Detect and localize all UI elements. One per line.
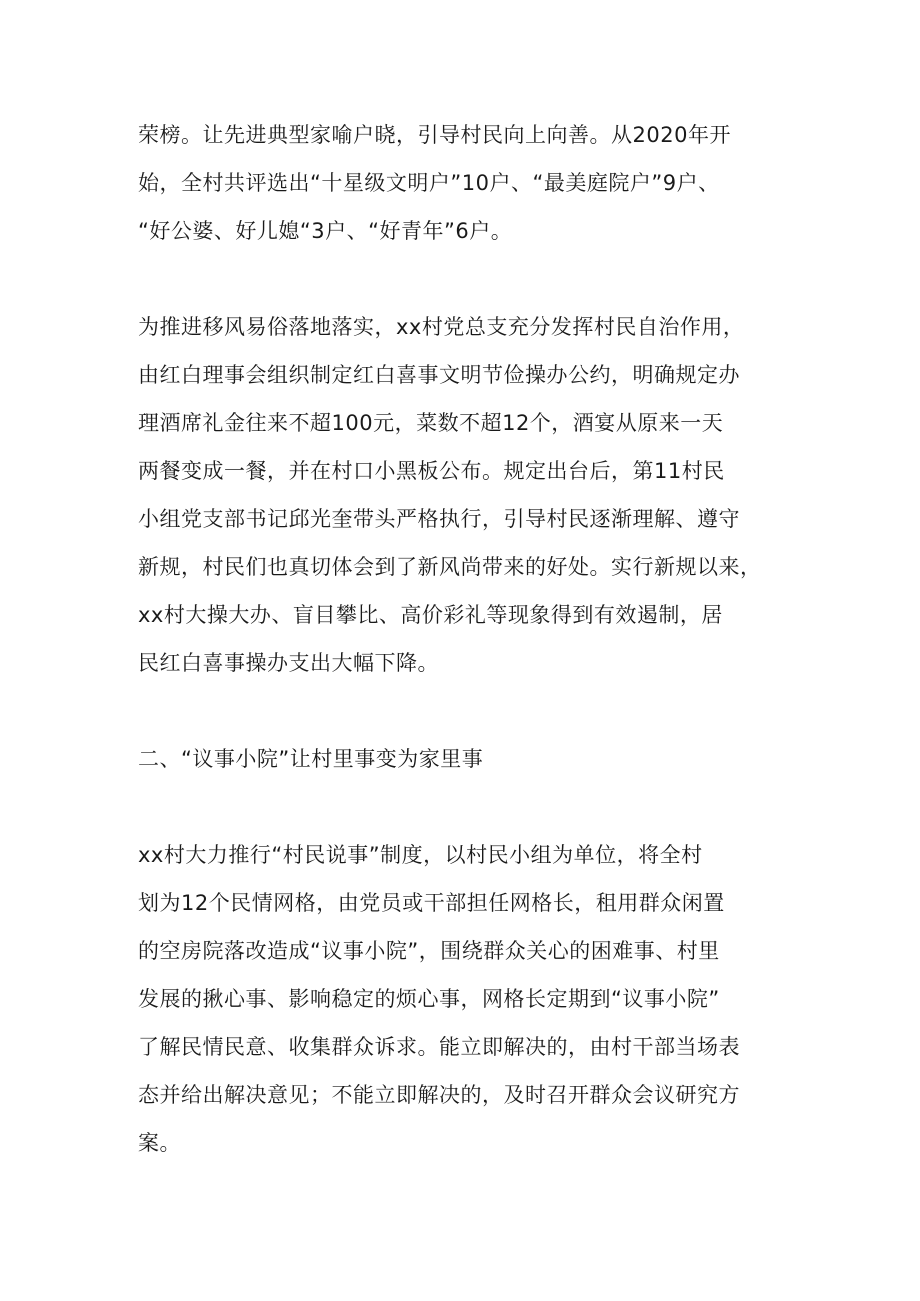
paragraph-line: 的空房院落改造成“议事小院”，围绕群众关心的困难事、村里 xyxy=(138,939,720,963)
paragraph-line: 案。 xyxy=(138,1131,181,1155)
paragraph-line: 由红白理事会组织制定红白喜事文明节俭操办公约，明确规定办 xyxy=(138,363,740,387)
paragraph-line: 两餐变成一餐，并在村口小黑板公布。规定出台后，第11村民 xyxy=(138,459,725,483)
paragraph-custom-reform xyxy=(138,303,788,687)
paragraph-line: xx村大力推行“村民说事”制度，以村民小组为单位，将全村 xyxy=(138,843,703,867)
paragraph-discussion-courtyard xyxy=(138,831,788,1167)
paragraph-line: 民红白喜事操办支出大幅下降。 xyxy=(138,651,439,675)
paragraph-line: 态并给出解决意见；不能立即解决的，及时召开群众会议研究方 xyxy=(138,1083,740,1107)
paragraph-line: 了解民情民意、收集群众诉求。能立即解决的，由村干部当场表 xyxy=(138,1035,740,1059)
paragraph-line: “好公婆、好儿媳“3户、“好青年”6户。 xyxy=(138,219,513,243)
paragraph-line: 荣榜。让先进典型家喻户晓，引导村民向上向善。从2020年开 xyxy=(138,123,731,147)
paragraph-line: xx村大操大办、盲目攀比、高价彩礼等现象得到有效遏制，居 xyxy=(138,603,723,627)
paragraph-line: 划为12个民情网格，由党员或干部担任网格长，租用群众闲置 xyxy=(138,891,725,915)
paragraph-line: 理酒席礼金往来不超100元，菜数不超12个，酒宴从原来一天 xyxy=(138,411,724,435)
section-heading: 二、“议事小院”让村里事变为家里事 xyxy=(138,747,484,771)
paragraph-line: 为推进移风易俗落地落实，xx村党总支充分发挥村民自治作用， xyxy=(138,315,745,339)
paragraph-honor-roll xyxy=(138,111,788,255)
paragraph-line: 始，全村共评选出“十星级文明户”10户、“最美庭院户”9户、 xyxy=(138,171,720,195)
paragraph-line: 小组党支部书记邱光奎带头严格执行，引导村民逐渐理解、遵守 xyxy=(138,507,740,531)
paragraph-line: 新规，村民们也真切体会到了新风尚带来的好处。实行新规以来， xyxy=(138,555,762,579)
paragraph-line: 发展的揪心事、影响稳定的烦心事，网格长定期到“议事小院” xyxy=(138,987,720,1011)
